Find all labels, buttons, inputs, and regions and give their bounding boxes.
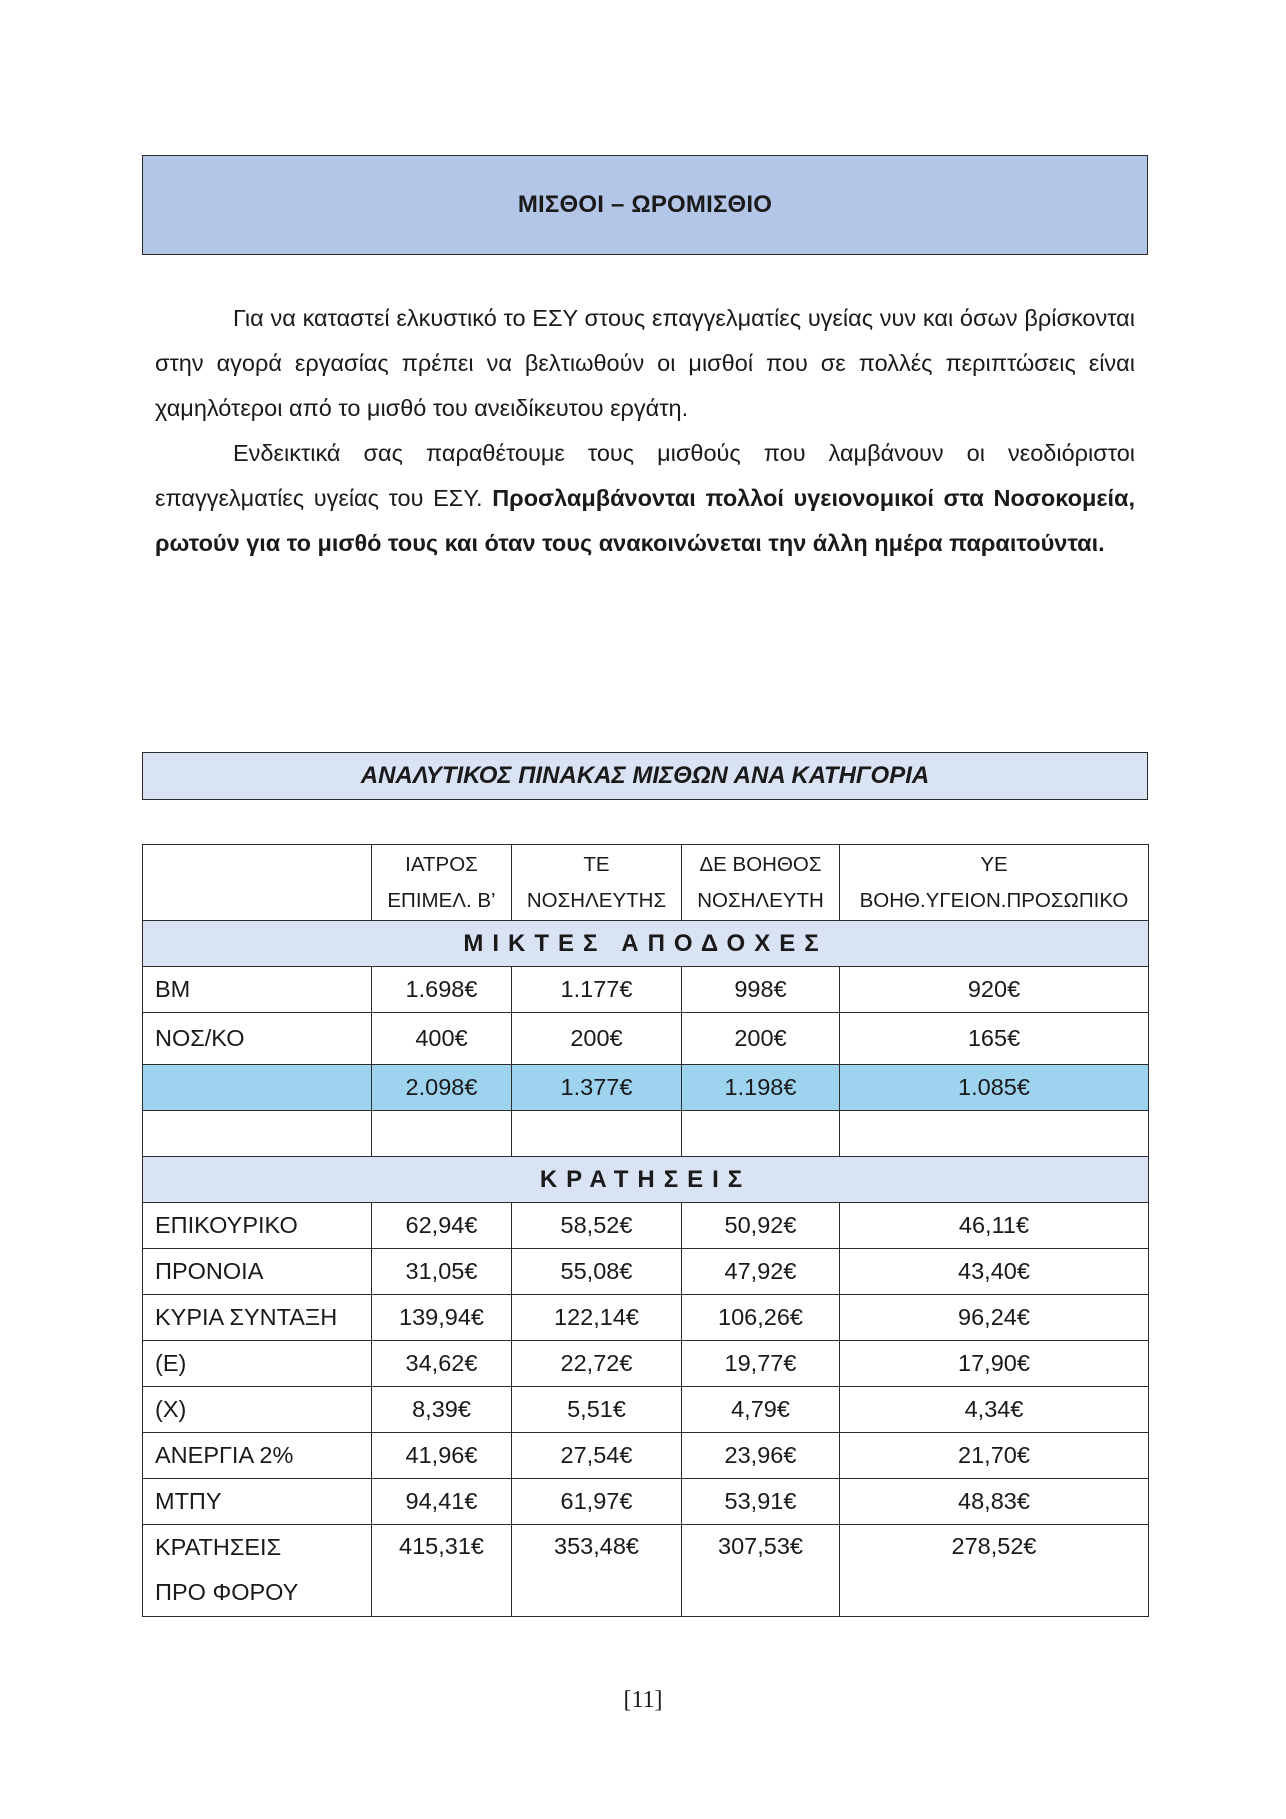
row-label bbox=[143, 1065, 372, 1111]
row-label: ΝΟΣ/ΚΟ bbox=[143, 1013, 372, 1065]
row-value: 94,41€ bbox=[372, 1479, 512, 1525]
intro-text bbox=[155, 296, 1135, 566]
table-row bbox=[143, 967, 1149, 1013]
row-label: (Ε) bbox=[143, 1341, 372, 1387]
empty-cell bbox=[372, 1111, 512, 1157]
pretax-row bbox=[143, 1525, 1149, 1617]
row-value: 41,96€ bbox=[372, 1433, 512, 1479]
column-header-line1: ΥΕ bbox=[980, 852, 1008, 876]
row-value: 19,77€ bbox=[682, 1341, 840, 1387]
paragraph-2-bold: Προσλαμβάνονται πολλοί υγειονομικοί στα Νοσοκομεία, ρωτούν για το μισθό τους και όταν τους ανακοινώνεται την άλλη ημέρα παραιτούνται. bbox=[155, 485, 1135, 556]
table-row bbox=[143, 1249, 1149, 1295]
row-value: 415,31€ bbox=[372, 1525, 512, 1617]
column-header bbox=[512, 845, 682, 921]
row-value: 920€ bbox=[840, 967, 1149, 1013]
row-value: 4,79€ bbox=[682, 1387, 840, 1433]
header-empty-cell bbox=[143, 845, 372, 921]
section-title: ΜΙΚΤΕΣ ΑΠΟΔΟΧΕΣ bbox=[143, 921, 1149, 967]
row-value: 278,52€ bbox=[840, 1525, 1149, 1617]
column-header-line2: ΒΟΗΘ.ΥΓΕΙΟΝ.ΠΡΟΣΩΠΙΚΟ bbox=[859, 888, 1129, 912]
row-value: 62,94€ bbox=[372, 1203, 512, 1249]
row-value: 353,48€ bbox=[512, 1525, 682, 1617]
total-value: 1.198€ bbox=[682, 1065, 840, 1111]
empty-cell bbox=[840, 1111, 1149, 1157]
row-value: 31,05€ bbox=[372, 1249, 512, 1295]
column-header-line1: ΔΕ ΒΟΗΘΟΣ bbox=[699, 852, 822, 876]
total-value: 1.377€ bbox=[512, 1065, 682, 1111]
table-header-row bbox=[143, 845, 1149, 921]
column-header-line1: ΙΑΤΡΟΣ bbox=[405, 852, 478, 876]
row-value: 48,83€ bbox=[840, 1479, 1149, 1525]
empty-cell bbox=[512, 1111, 682, 1157]
column-header bbox=[840, 845, 1149, 921]
page-number: [11] bbox=[623, 1687, 663, 1713]
column-header bbox=[372, 845, 512, 921]
row-value: 23,96€ bbox=[682, 1433, 840, 1479]
row-value: 165€ bbox=[840, 1013, 1149, 1065]
table-heading: ΑΝΑΛΥΤΙΚΟΣ ΠΙΝΑΚΑΣ ΜΙΣΘΩΝ ΑΝΑ ΚΑΤΗΓΟΡΙΑ bbox=[142, 752, 1148, 800]
row-label-line: ΠΡΟ ΦΟΡΟΥ bbox=[155, 1579, 299, 1605]
total-value: 1.085€ bbox=[840, 1065, 1149, 1111]
row-value: 27,54€ bbox=[512, 1433, 682, 1479]
row-value: 1.177€ bbox=[512, 967, 682, 1013]
paragraph-2 bbox=[155, 431, 1135, 566]
row-value: 21,70€ bbox=[840, 1433, 1149, 1479]
row-value: 122,14€ bbox=[512, 1295, 682, 1341]
row-value: 8,39€ bbox=[372, 1387, 512, 1433]
column-header-line2: ΕΠΙΜΕΛ. Β’ bbox=[387, 888, 496, 912]
section-gross-earnings bbox=[143, 921, 1149, 967]
empty-cell bbox=[143, 1111, 372, 1157]
row-value: 22,72€ bbox=[512, 1341, 682, 1387]
table-row bbox=[143, 1387, 1149, 1433]
total-value: 2.098€ bbox=[372, 1065, 512, 1111]
section-title: ΚΡΑΤΗΣΕΙΣ bbox=[143, 1157, 1149, 1203]
row-value: 17,90€ bbox=[840, 1341, 1149, 1387]
column-header-line2: ΝΟΣΗΛΕΥΤΗΣ bbox=[526, 888, 667, 912]
column-header-line1: ΤΕ bbox=[583, 852, 610, 876]
row-value: 55,08€ bbox=[512, 1249, 682, 1295]
page-title: ΜΙΣΘΟΙ – ΩΡΟΜΙΣΘΙΟ bbox=[142, 155, 1148, 255]
table-row bbox=[143, 1341, 1149, 1387]
row-value: 1.698€ bbox=[372, 967, 512, 1013]
row-label: ΜΤΠΥ bbox=[143, 1479, 372, 1525]
table-row bbox=[143, 1013, 1149, 1065]
section-deductions bbox=[143, 1157, 1149, 1203]
row-label: ΑΝΕΡΓΙΑ 2% bbox=[143, 1433, 372, 1479]
row-value: 200€ bbox=[682, 1013, 840, 1065]
row-value: 998€ bbox=[682, 967, 840, 1013]
row-label: (Χ) bbox=[143, 1387, 372, 1433]
column-header bbox=[682, 845, 840, 921]
paragraph-1: Για να καταστεί ελκυστικό το ΕΣΥ στους επαγγελματίες υγείας νυν και όσων βρίσκονται στην αγορά εργασίας πρέπει να βελτιωθούν οι μισθοί που σε πολλές περιπτώσεις είναι χαμηλότεροι από το μισθό του ανειδίκευτου εργάτη. bbox=[155, 305, 1135, 421]
row-value: 400€ bbox=[372, 1013, 512, 1065]
total-row bbox=[143, 1065, 1149, 1111]
row-value: 5,51€ bbox=[512, 1387, 682, 1433]
table-row bbox=[143, 1433, 1149, 1479]
row-label bbox=[143, 1525, 372, 1617]
row-value: 47,92€ bbox=[682, 1249, 840, 1295]
empty-cell bbox=[682, 1111, 840, 1157]
row-value: 4,34€ bbox=[840, 1387, 1149, 1433]
row-value: 46,11€ bbox=[840, 1203, 1149, 1249]
row-value: 61,97€ bbox=[512, 1479, 682, 1525]
row-value: 139,94€ bbox=[372, 1295, 512, 1341]
column-header-line2: ΝΟΣΗΛΕΥΤΗ bbox=[697, 888, 824, 912]
row-value: 96,24€ bbox=[840, 1295, 1149, 1341]
table-row bbox=[143, 1479, 1149, 1525]
row-label: ΕΠΙΚΟΥΡΙΚΟ bbox=[143, 1203, 372, 1249]
row-label: ΒΜ bbox=[143, 967, 372, 1013]
row-label: ΚΥΡΙΑ ΣΥΝΤΑΞΗ bbox=[143, 1295, 372, 1341]
row-label: ΠΡΟΝΟΙΑ bbox=[143, 1249, 372, 1295]
table-row bbox=[143, 1203, 1149, 1249]
row-value: 50,92€ bbox=[682, 1203, 840, 1249]
row-value: 53,91€ bbox=[682, 1479, 840, 1525]
row-value: 58,52€ bbox=[512, 1203, 682, 1249]
salary-table bbox=[142, 844, 1149, 1617]
table-row bbox=[143, 1295, 1149, 1341]
blank-row bbox=[143, 1111, 1149, 1157]
row-value: 34,62€ bbox=[372, 1341, 512, 1387]
row-label-line: ΚΡΑΤΗΣΕΙΣ bbox=[155, 1534, 282, 1560]
row-value: 106,26€ bbox=[682, 1295, 840, 1341]
row-value: 307,53€ bbox=[682, 1525, 840, 1617]
paragraph-2-text: Ενδεικτικά σας παραθέτουμε τους μισθούς που λαμβάνουν οι νεοδιόριστοι επαγγελματίες υγείας του ΕΣΥ. bbox=[155, 440, 1135, 511]
row-value: 43,40€ bbox=[840, 1249, 1149, 1295]
row-value: 200€ bbox=[512, 1013, 682, 1065]
